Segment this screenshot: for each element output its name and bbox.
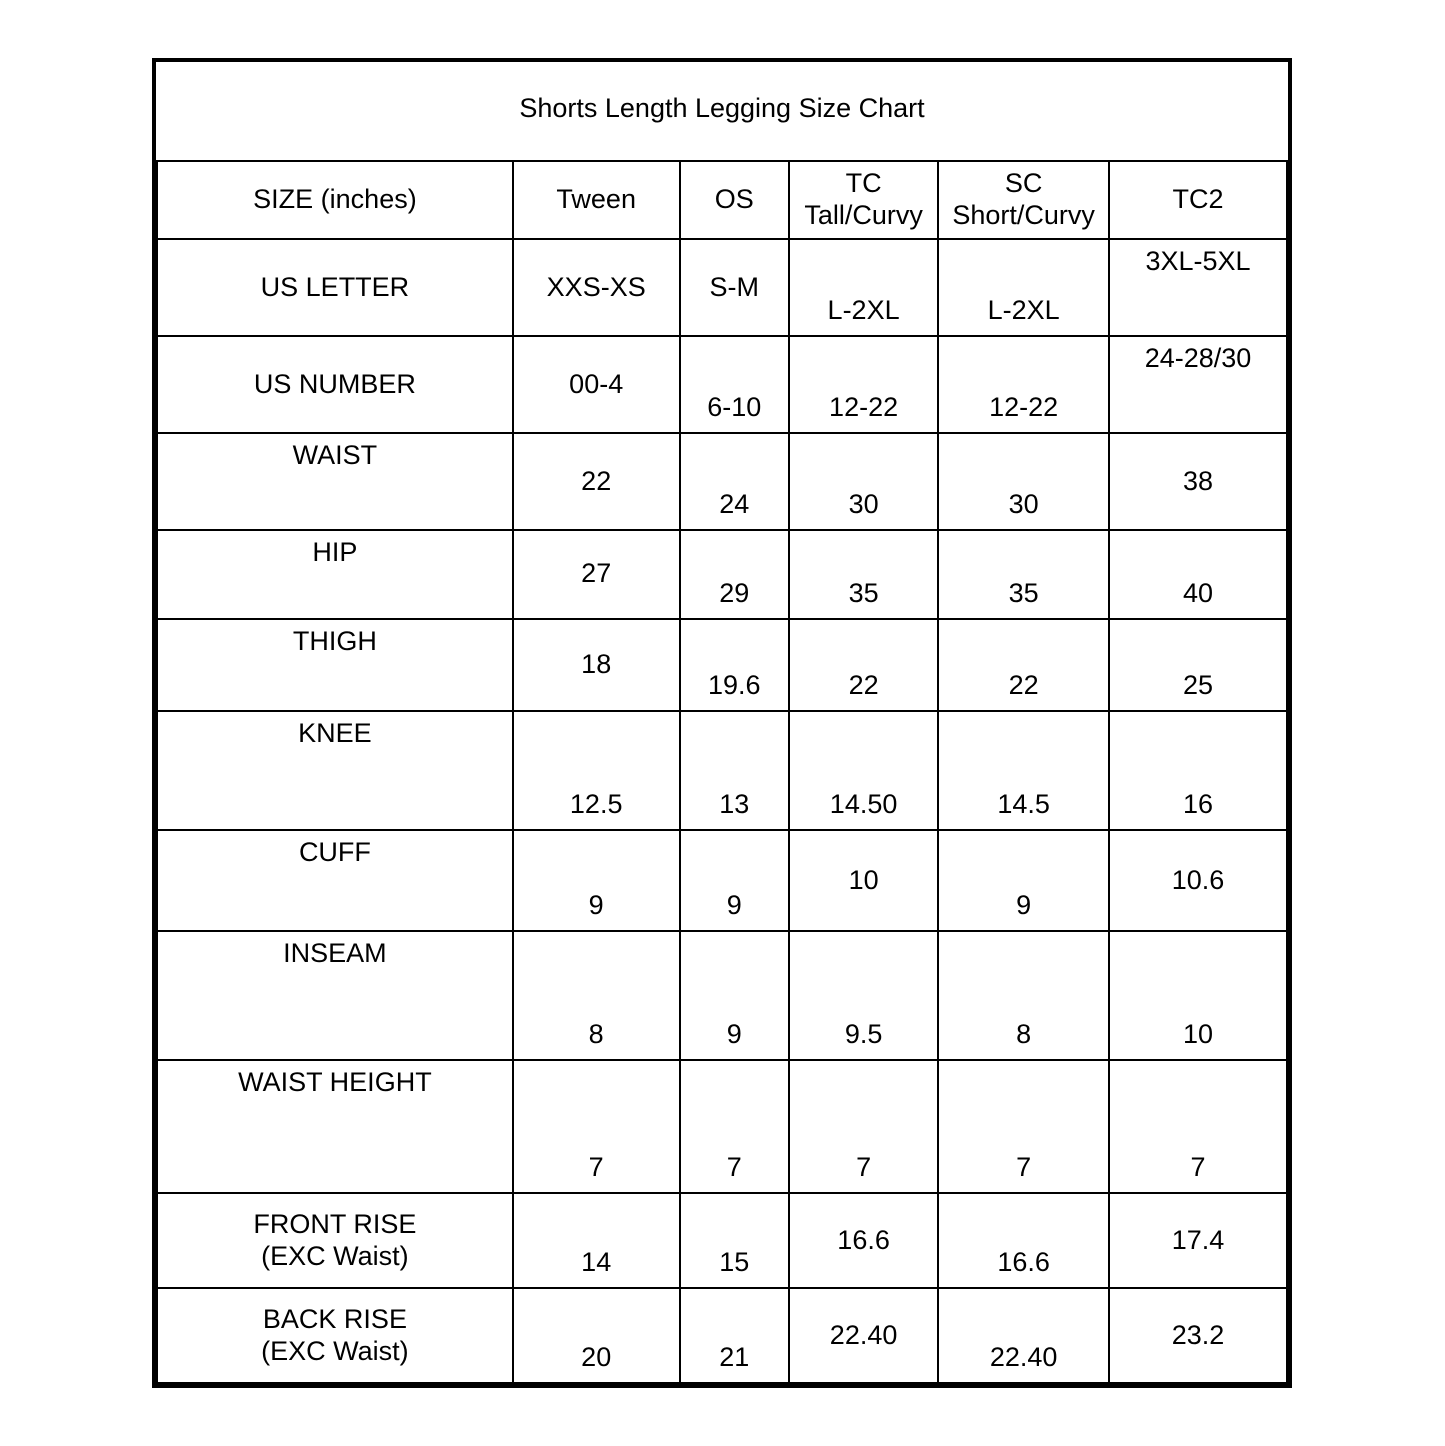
cell-waist-height-tc: 7 — [789, 1060, 938, 1193]
cell-thigh-tween: 18 — [513, 619, 680, 712]
cell-cuff-tc: 10 — [789, 830, 938, 931]
row-label-front-rise-line2: (EXC Waist) — [261, 1240, 409, 1271]
column-header-size: SIZE (inches) — [157, 161, 513, 240]
row-label-waist-height: WAIST HEIGHT — [157, 1060, 513, 1193]
cell-waist-sc: 30 — [938, 433, 1109, 530]
cell-front-rise-tc2: 17.4 — [1109, 1193, 1287, 1288]
column-header-sc-main: SC — [1004, 168, 1043, 199]
cell-front-rise-tween: 14 — [513, 1193, 680, 1288]
row-label-cuff: CUFF — [157, 830, 513, 931]
column-header-sc — [938, 161, 1109, 240]
row-label-thigh: THIGH — [157, 619, 513, 712]
cell-front-rise-tc: 16.6 — [789, 1193, 938, 1288]
table-row — [157, 1288, 1287, 1383]
cell-inseam-tween: 8 — [513, 931, 680, 1060]
cell-us-letter-os: S-M — [680, 239, 789, 336]
cell-waist-height-sc: 7 — [938, 1060, 1109, 1193]
table-row — [157, 711, 1287, 830]
cell-knee-tc: 14.50 — [789, 711, 938, 830]
column-header-tween: Tween — [513, 161, 680, 240]
cell-waist-os: 24 — [680, 433, 789, 530]
cell-back-rise-tween: 20 — [513, 1288, 680, 1383]
table-row — [157, 336, 1287, 433]
row-label-hip: HIP — [157, 530, 513, 619]
table-row — [157, 530, 1287, 619]
row-label-front-rise-line1: FRONT RISE — [253, 1208, 417, 1239]
cell-knee-os: 13 — [680, 711, 789, 830]
cell-us-number-os: 6-10 — [680, 336, 789, 433]
cell-front-rise-sc: 16.6 — [938, 1193, 1109, 1288]
cell-back-rise-sc: 22.40 — [938, 1288, 1109, 1383]
cell-us-letter-sc: L-2XL — [938, 239, 1109, 336]
table-header-row — [157, 161, 1287, 240]
cell-back-rise-os: 21 — [680, 1288, 789, 1383]
table-row — [157, 1193, 1287, 1288]
cell-cuff-tc2: 10.6 — [1109, 830, 1287, 931]
cell-us-number-tween: 00-4 — [513, 336, 680, 433]
cell-waist-height-tc2: 7 — [1109, 1060, 1287, 1193]
cell-waist-height-os: 7 — [680, 1060, 789, 1193]
cell-us-number-sc: 12-22 — [938, 336, 1109, 433]
size-chart-frame — [152, 58, 1292, 1388]
cell-thigh-sc: 22 — [938, 619, 1109, 712]
cell-thigh-tc: 22 — [789, 619, 938, 712]
table-row — [157, 1060, 1287, 1193]
row-label-front-rise — [157, 1193, 513, 1288]
cell-hip-sc: 35 — [938, 530, 1109, 619]
table-row — [157, 619, 1287, 712]
cell-front-rise-os: 15 — [680, 1193, 789, 1288]
cell-us-letter-tc: L-2XL — [789, 239, 938, 336]
cell-inseam-os: 9 — [680, 931, 789, 1060]
cell-inseam-tc2: 10 — [1109, 931, 1287, 1060]
cell-hip-tween: 27 — [513, 530, 680, 619]
table-row — [157, 931, 1287, 1060]
cell-hip-tc: 35 — [789, 530, 938, 619]
cell-cuff-sc: 9 — [938, 830, 1109, 931]
cell-waist-tc: 30 — [789, 433, 938, 530]
cell-waist-tc2: 38 — [1109, 433, 1287, 530]
row-label-knee: KNEE — [157, 711, 513, 830]
cell-waist-height-tween: 7 — [513, 1060, 680, 1193]
cell-inseam-sc: 8 — [938, 931, 1109, 1060]
table-row — [157, 433, 1287, 530]
cell-knee-tween: 12.5 — [513, 711, 680, 830]
column-header-sc-sub: Short/Curvy — [952, 200, 1095, 231]
column-header-tc2: TC2 — [1109, 161, 1287, 240]
cell-us-number-tc: 12-22 — [789, 336, 938, 433]
page-title: Shorts Length Legging Size Chart — [157, 62, 1287, 161]
size-chart-table — [156, 62, 1288, 1384]
cell-back-rise-tc2: 23.2 — [1109, 1288, 1287, 1383]
cell-knee-sc: 14.5 — [938, 711, 1109, 830]
cell-cuff-os: 9 — [680, 830, 789, 931]
row-label-inseam: INSEAM — [157, 931, 513, 1060]
cell-us-letter-tween: XXS-XS — [513, 239, 680, 336]
cell-knee-tc2: 16 — [1109, 711, 1287, 830]
cell-hip-tc2: 40 — [1109, 530, 1287, 619]
table-row — [157, 239, 1287, 336]
row-label-us-number: US NUMBER — [157, 336, 513, 433]
row-label-us-letter: US LETTER — [157, 239, 513, 336]
row-label-waist: WAIST — [157, 433, 513, 530]
table-row — [157, 830, 1287, 931]
cell-back-rise-tc: 22.40 — [789, 1288, 938, 1383]
column-header-tc-sub: Tall/Curvy — [804, 200, 923, 231]
row-label-back-rise — [157, 1288, 513, 1383]
cell-hip-os: 29 — [680, 530, 789, 619]
cell-cuff-tween: 9 — [513, 830, 680, 931]
column-header-os: OS — [680, 161, 789, 240]
cell-thigh-tc2: 25 — [1109, 619, 1287, 712]
cell-us-letter-tc2: 3XL-5XL — [1109, 239, 1287, 336]
column-header-tc-main: TC — [845, 168, 882, 199]
cell-waist-tween: 22 — [513, 433, 680, 530]
cell-us-number-tc2: 24-28/30 — [1109, 336, 1287, 433]
cell-thigh-os: 19.6 — [680, 619, 789, 712]
title-row — [157, 62, 1287, 161]
row-label-back-rise-line1: BACK RISE — [262, 1303, 407, 1334]
column-header-tc — [789, 161, 938, 240]
cell-inseam-tc: 9.5 — [789, 931, 938, 1060]
row-label-back-rise-line2: (EXC Waist) — [261, 1335, 409, 1366]
